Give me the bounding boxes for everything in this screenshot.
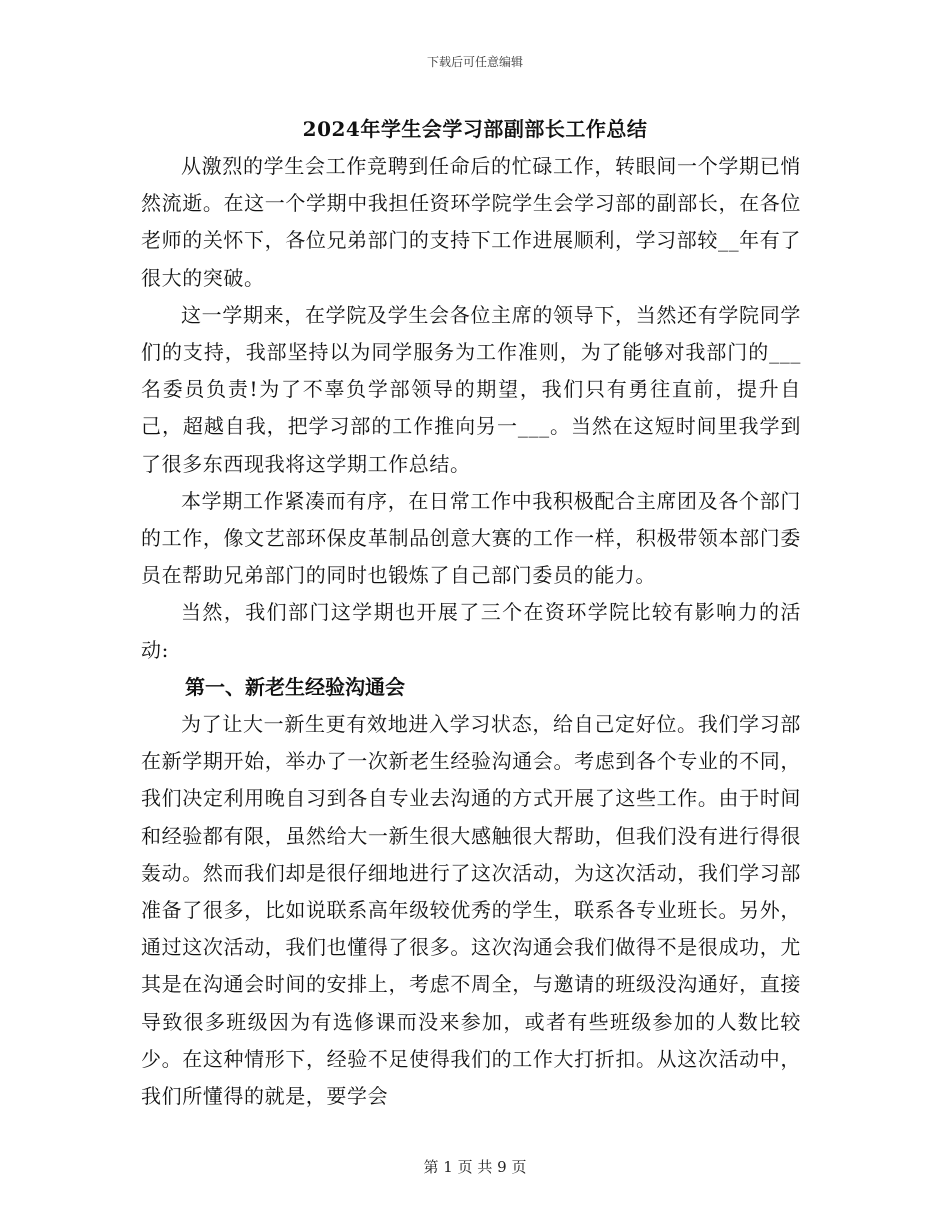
paragraph: 为了让大一新生更有效地进入学习状态，给自己定好位。我们学习部在新学期开始，举办了一次新老生经验沟通会。考虑到各个专业的不同，我们决定利用晚自习到各自专业去沟通的方式开展了这些工作。由于时间和经验都有限，虽然给大一新生很大感触很大帮助，但我们没有进行得很轰动。然而我们却是很仔细地进行了这次活动，为这次活动，我们学习部准备了很多，比如说联系高年级较优秀的学生，联系各专业班长。另外，通过这次活动，我们也懂得了很多。这次沟通会我们做得不是很成功，尤其是在沟通会时间的安排上，考虑不周全，与邀请的班级没沟通好，直接导致很多班级因为有选修课而没来参加，或者有些班级参加的人数比较少。在这种情形下，经验不足使得我们的工作大打折扣。从这次活动中，我们所懂得的就是，要学会 [141, 712, 801, 1109]
paragraph: 本学期工作紧凑而有序，在日常工作中我积极配合主席团及各个部门的工作，像文艺部环保皮革制品创意大赛的工作一样，积极带领本部门委员在帮助兄弟部门的同时也锻炼了自己部门委员的能力。 [141, 488, 801, 588]
paragraph: 从激烈的学生会工作竞聘到任命后的忙碌工作，转眼间一个学期已悄然流逝。在这一个学期中我担任资环学院学生会学习部的副部长，在各位老师的关怀下，各位兄弟部门的支持下工作进展顺利，学习部较__年有了很大的突破。 [141, 154, 801, 290]
section-heading: 第一、新老生经验沟通会 [185, 674, 405, 699]
page-header-note: 下载后可任意编辑 [426, 55, 523, 69]
document-title: 2024年学生会学习部副部长工作总结 [302, 117, 648, 141]
document-body [141, 148, 801, 1115]
paragraph: 这一学期来，在学院及学生会各位主席的领导下，当然还有学院同学们的支持，我部坚持以为同学服务为工作准则，为了能够对我部门的___名委员负责!为了不辜负学部领导的期望，我们只有勇往直前，提升自己，超越自我，把学习部的工作推向另一___。当然在这短时间里我学到了很多东西现我将这学期工作总结。 [141, 302, 801, 476]
page-number: 第 1 页 共 9 页 [423, 1158, 527, 1176]
paragraph: 当然，我们部门这学期也开展了三个在资环学院比较有影响力的活动: [141, 600, 801, 662]
